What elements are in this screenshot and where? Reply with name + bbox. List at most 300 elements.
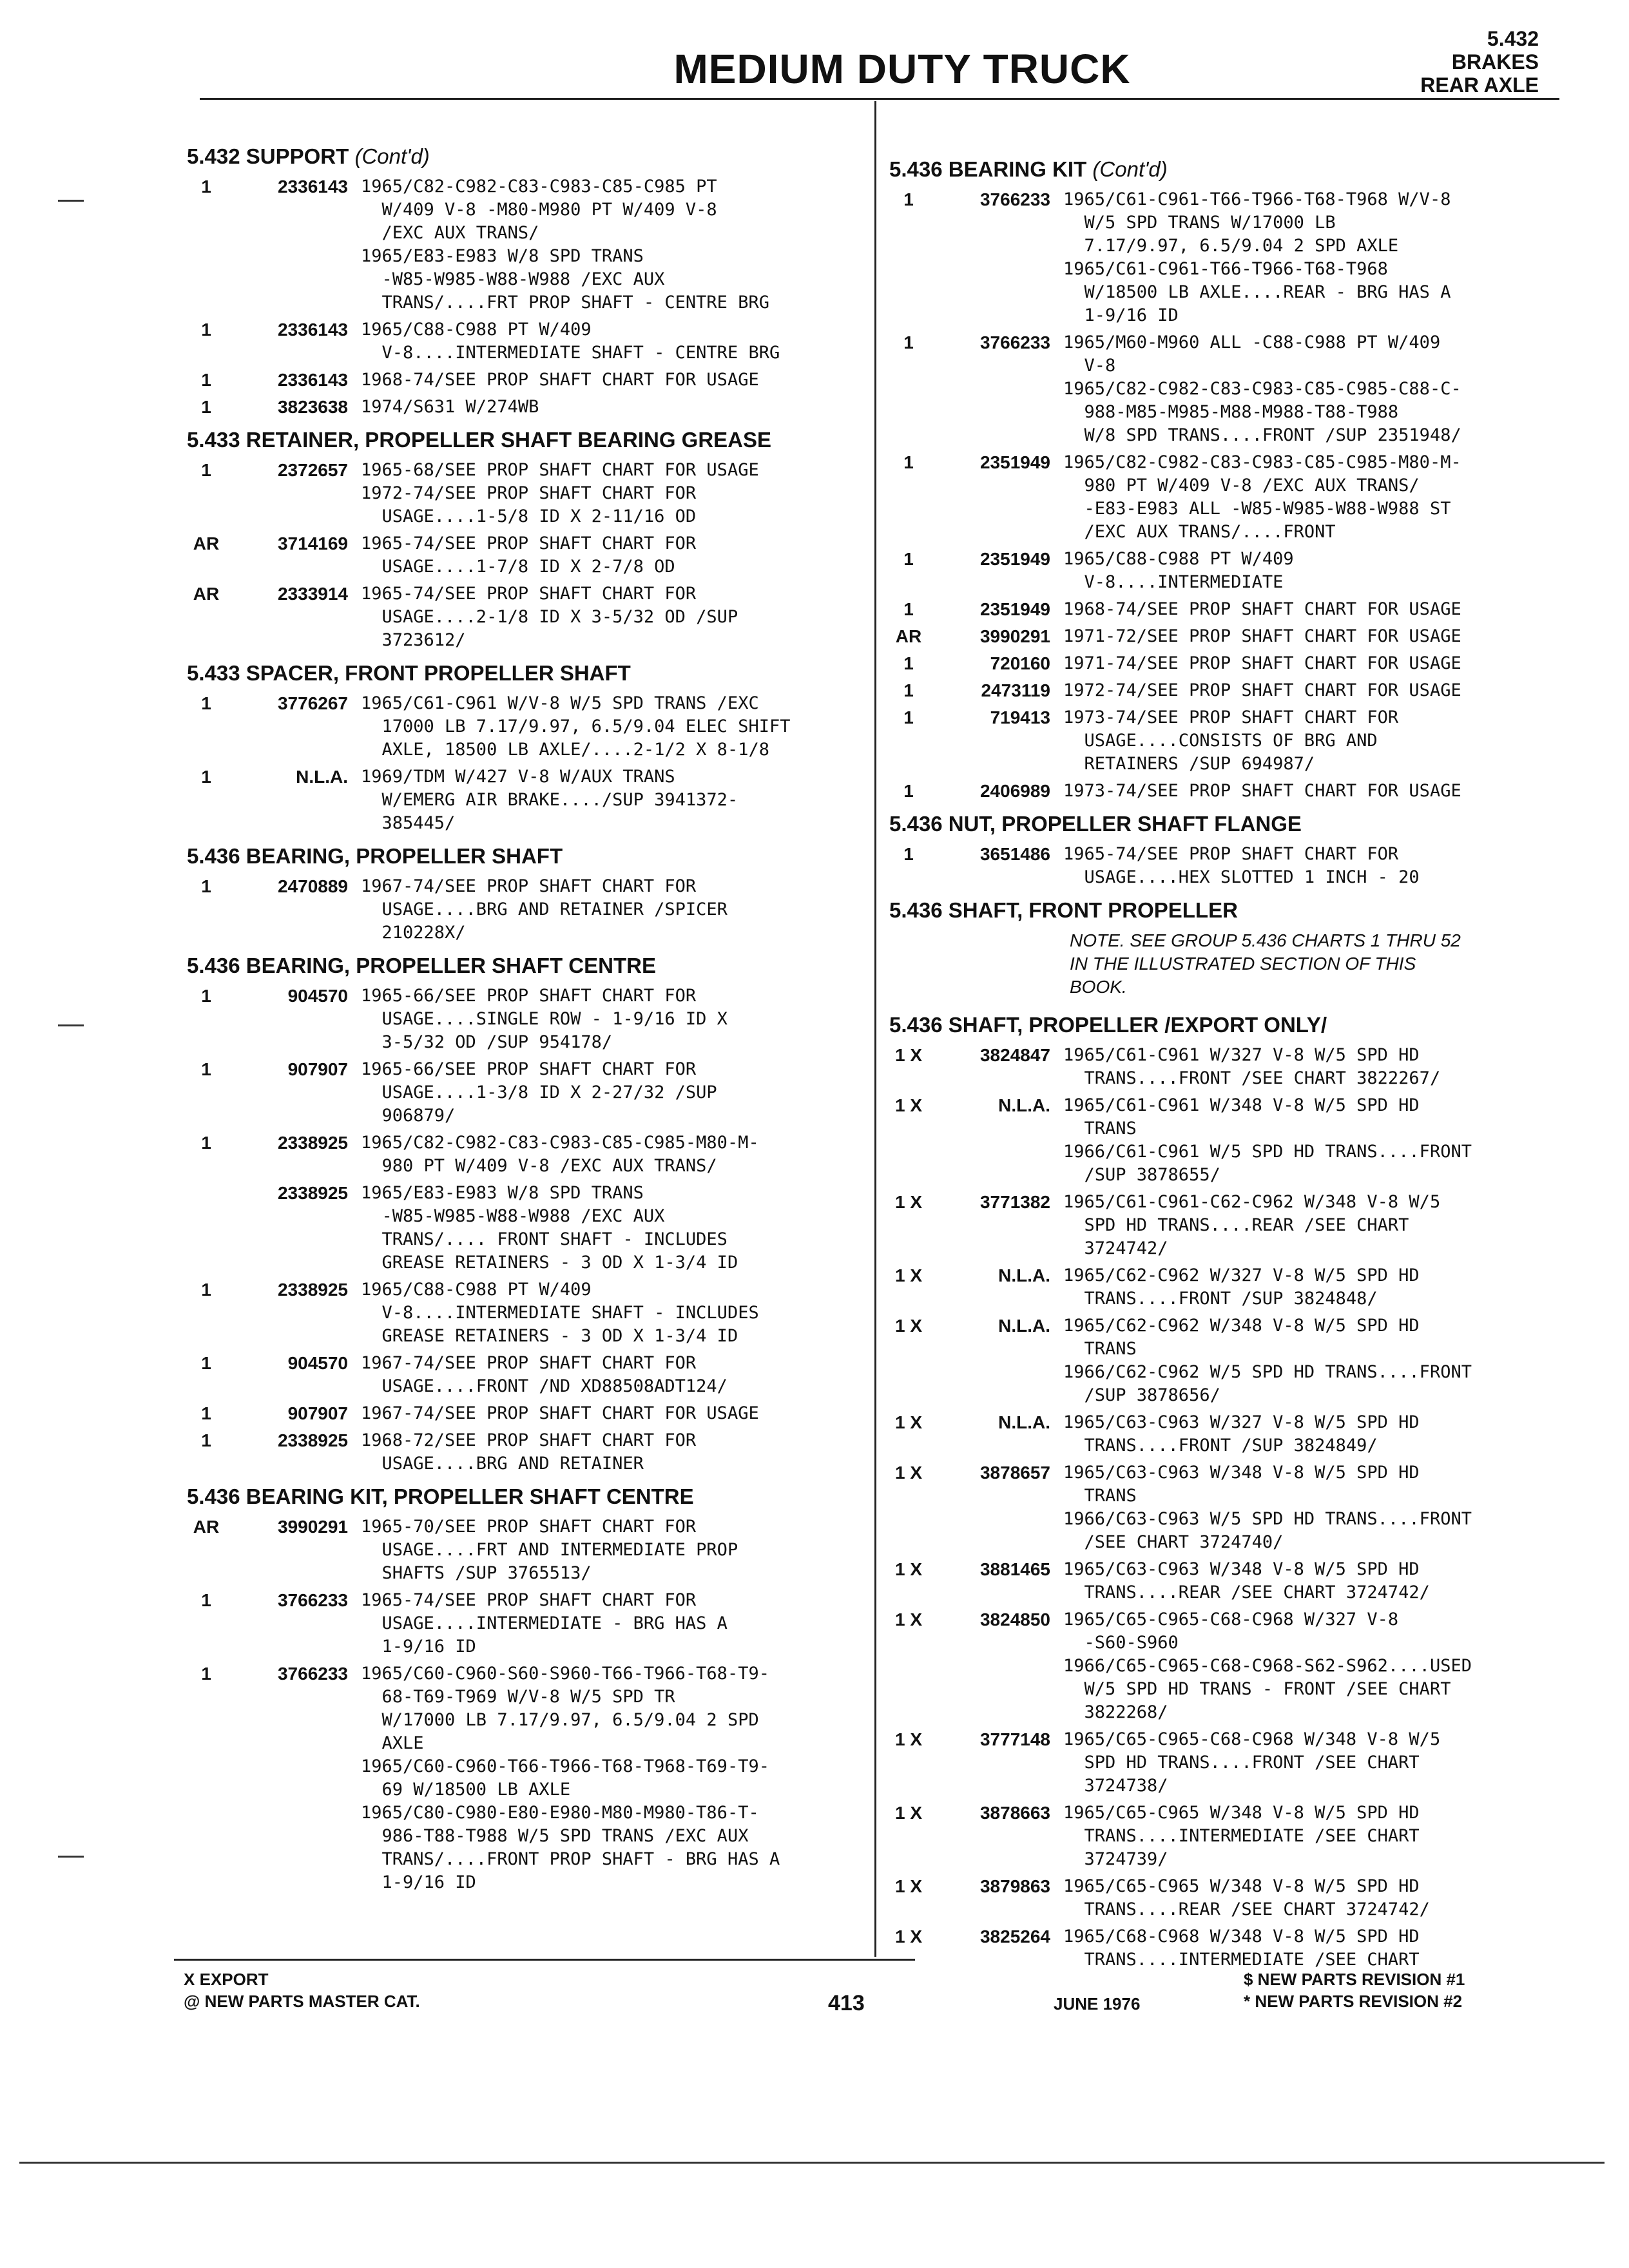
entry-quantity: 1 X bbox=[894, 1095, 923, 1115]
entry-part-number: 904570 bbox=[287, 986, 348, 1006]
entry-description bbox=[361, 1182, 863, 1274]
description-line: 1968-72/SEE PROP SHAFT CHART FOR bbox=[361, 1430, 697, 1450]
entry-description bbox=[1063, 331, 1566, 447]
entry-part-number: 3651486 bbox=[979, 844, 1050, 864]
entry-part-number: 719413 bbox=[990, 707, 1050, 727]
note-line: NOTE. SEE GROUP 5.436 CHARTS 1 THRU 52 bbox=[1070, 930, 1461, 950]
section-title: 5.436 BEARING, PROPELLER SHAFT CENTRE bbox=[187, 954, 656, 977]
description-line: 3-5/32 OD /SUP 954178/ bbox=[361, 1032, 613, 1052]
entry-description bbox=[361, 582, 863, 652]
section-heading bbox=[889, 898, 1566, 923]
entry-description bbox=[361, 875, 863, 945]
description-line: USAGE....1-7/8 ID X 2-7/8 OD bbox=[361, 557, 675, 577]
description-line: 1967-74/SEE PROP SHAFT CHART FOR bbox=[361, 876, 697, 896]
entry-description bbox=[1063, 548, 1566, 594]
part-entry bbox=[889, 1094, 1566, 1187]
description-line: TRANS bbox=[1063, 1339, 1137, 1359]
header-rule bbox=[200, 98, 1559, 100]
description-line: 988-M85-M985-M88-M988-T88-T988 bbox=[1063, 402, 1399, 422]
description-line: 3822268/ bbox=[1063, 1702, 1168, 1722]
section-category: BRAKES bbox=[1451, 50, 1539, 73]
description-line: W/18500 LB AXLE....REAR - BRG HAS A bbox=[1063, 282, 1451, 302]
section-number: 5.432 bbox=[1487, 27, 1539, 50]
part-entry bbox=[187, 532, 863, 579]
description-line: -W85-W985-W88-W988 /EXC AUX bbox=[361, 1206, 665, 1226]
entry-description bbox=[361, 369, 863, 392]
description-line: 1966/C63-C963 W/5 SPD HD TRANS....FRONT bbox=[1063, 1509, 1472, 1529]
entry-part-number: 2351949 bbox=[979, 549, 1050, 569]
right-column bbox=[889, 148, 1566, 1975]
entry-description bbox=[361, 459, 863, 528]
entry-quantity: 1 bbox=[201, 397, 211, 417]
entry-quantity: 1 X bbox=[894, 1265, 923, 1285]
description-line: SPD HD TRANS....FRONT /SEE CHART bbox=[1063, 1753, 1420, 1773]
description-line: AXLE, 18500 LB AXLE/....2-1/2 X 8-1/8 bbox=[361, 740, 769, 760]
entry-description bbox=[1063, 625, 1566, 648]
entry-part-number: 3990291 bbox=[979, 626, 1050, 646]
part-entry bbox=[187, 1352, 863, 1398]
publication-date: JUNE 1976 bbox=[1054, 1994, 1141, 2013]
description-line: 906879/ bbox=[361, 1106, 456, 1126]
section-heading bbox=[187, 844, 863, 869]
description-line: 1965/C61-C961 W/348 V-8 W/5 SPD HD bbox=[1063, 1095, 1420, 1115]
entry-description bbox=[361, 532, 863, 579]
description-line: W/409 V-8 -M80-M980 PT W/409 V-8 bbox=[361, 200, 717, 220]
description-line: TRANS....FRONT /SEE CHART 3822267/ bbox=[1063, 1068, 1441, 1088]
entry-part-number: N.L.A. bbox=[998, 1316, 1050, 1336]
part-entry bbox=[187, 765, 863, 835]
entry-part-number: 2336143 bbox=[277, 177, 348, 197]
entry-part-number: N.L.A. bbox=[998, 1095, 1050, 1115]
entry-part-number: 3881465 bbox=[979, 1559, 1050, 1579]
part-entry bbox=[889, 188, 1566, 327]
entry-description bbox=[1063, 679, 1566, 702]
section-heading bbox=[187, 144, 863, 169]
entry-quantity: 1 bbox=[903, 653, 914, 673]
section-title: 5.433 RETAINER, PROPELLER SHAFT BEARING GREASE bbox=[187, 428, 772, 452]
description-line: USAGE....FRT AND INTERMEDIATE PROP bbox=[361, 1540, 738, 1560]
entry-quantity: AR bbox=[193, 584, 220, 604]
entry-part-number: 2338925 bbox=[277, 1430, 348, 1450]
entry-quantity: 1 X bbox=[894, 1803, 923, 1823]
description-line: 3723612/ bbox=[361, 630, 466, 650]
entry-part-number: 2470889 bbox=[277, 876, 348, 896]
entry-description bbox=[361, 1352, 863, 1398]
part-entry bbox=[187, 369, 863, 392]
description-line: 1966/C61-C961 W/5 SPD HD TRANS....FRONT bbox=[1063, 1142, 1472, 1162]
description-line: TRANS/....FRONT PROP SHAFT - BRG HAS A bbox=[361, 1849, 780, 1869]
entry-description bbox=[361, 175, 863, 314]
description-line: TRANS....INTERMEDIATE /SEE CHART bbox=[1063, 1950, 1420, 1970]
entry-part-number: 3825264 bbox=[979, 1927, 1050, 1946]
description-line: 1967-74/SEE PROP SHAFT CHART FOR bbox=[361, 1353, 697, 1373]
entry-quantity: 1 bbox=[201, 693, 211, 713]
part-entry bbox=[187, 1058, 863, 1128]
entry-quantity: 1 bbox=[201, 1403, 211, 1423]
description-line: -W85-W985-W88-W988 /EXC AUX bbox=[361, 269, 665, 289]
entry-quantity: 1 X bbox=[894, 1316, 923, 1336]
description-line: 1965/C60-C960-S60-S960-T66-T966-T68-T9- bbox=[361, 1664, 769, 1684]
margin-mark bbox=[58, 1856, 84, 1858]
description-line: TRANS/....FRT PROP SHAFT - CENTRE BRG bbox=[361, 293, 769, 312]
description-line: TRANS/.... FRONT SHAFT - INCLUDES bbox=[361, 1229, 728, 1249]
section-heading bbox=[889, 157, 1566, 182]
description-line: RETAINERS /SUP 694987/ bbox=[1063, 754, 1315, 774]
section-title: 5.432 SUPPORT bbox=[187, 144, 349, 168]
description-line: SHAFTS /SUP 3765513/ bbox=[361, 1563, 592, 1583]
entry-part-number: N.L.A. bbox=[296, 767, 348, 787]
entry-quantity: 1 X bbox=[894, 1045, 923, 1065]
part-entry bbox=[889, 780, 1566, 803]
entry-quantity: 1 bbox=[201, 1280, 211, 1300]
description-line: 1965/C82-C982-C83-C983-C85-C985 PT bbox=[361, 177, 717, 197]
entry-quantity: AR bbox=[193, 1517, 220, 1537]
page-number: 413 bbox=[828, 1991, 865, 2015]
section-subcategory: REAR AXLE bbox=[1420, 73, 1539, 97]
description-line: 1965/C61-C961-T66-T966-T68-T968 W/V-8 bbox=[1063, 189, 1451, 209]
note-line: BOOK. bbox=[1070, 977, 1127, 997]
revision-1: $ NEW PARTS REVISION #1 bbox=[1244, 1970, 1465, 1989]
part-entry bbox=[187, 582, 863, 652]
entry-part-number: 3766233 bbox=[979, 332, 1050, 352]
description-line: 1965/C80-C980-E80-E980-M80-M980-T86-T- bbox=[361, 1803, 759, 1823]
description-line: /SUP 3878656/ bbox=[1063, 1385, 1220, 1405]
revision-2: * NEW PARTS REVISION #2 bbox=[1244, 1992, 1463, 2011]
description-line: /SUP 3878655/ bbox=[1063, 1165, 1220, 1185]
part-entry bbox=[889, 652, 1566, 675]
description-line: 980 PT W/409 V-8 /EXC AUX TRANS/ bbox=[1063, 476, 1420, 495]
entry-quantity: 1 bbox=[903, 332, 914, 352]
entry-description bbox=[1063, 1094, 1566, 1187]
part-entry bbox=[889, 1558, 1566, 1604]
section-heading bbox=[889, 812, 1566, 836]
entry-part-number: 3879863 bbox=[979, 1876, 1050, 1896]
entry-part-number: 2336143 bbox=[277, 370, 348, 390]
entry-description bbox=[1063, 1608, 1566, 1724]
entry-part-number: 3990291 bbox=[277, 1517, 348, 1537]
description-line: USAGE....CONSISTS OF BRG AND bbox=[1063, 731, 1378, 751]
section-title: 5.436 NUT, PROPELLER SHAFT FLANGE bbox=[889, 812, 1302, 836]
description-line: 1965/C88-C988 PT W/409 bbox=[361, 320, 592, 340]
description-line: /EXC AUX TRANS/ bbox=[361, 223, 539, 243]
part-entry bbox=[889, 1044, 1566, 1090]
part-entry bbox=[889, 451, 1566, 544]
entry-quantity: 1 X bbox=[894, 1463, 923, 1483]
description-line: USAGE....FRONT /ND XD88508ADT124/ bbox=[361, 1376, 728, 1396]
description-line: V-8....INTERMEDIATE SHAFT - CENTRE BRG bbox=[361, 343, 780, 363]
entry-quantity: 1 bbox=[903, 549, 914, 569]
part-entry bbox=[187, 175, 863, 314]
entry-description bbox=[361, 1589, 863, 1658]
entry-quantity: 1 X bbox=[894, 1927, 923, 1946]
part-entry bbox=[889, 1191, 1566, 1260]
description-line: 3724738/ bbox=[1063, 1776, 1168, 1796]
description-line: V-8....INTERMEDIATE bbox=[1063, 572, 1284, 592]
entry-quantity: 1 bbox=[201, 986, 211, 1006]
column-divider bbox=[874, 101, 876, 1957]
continued-label: (Cont'd) bbox=[1092, 157, 1168, 181]
description-line: TRANS....FRONT /SUP 3824848/ bbox=[1063, 1289, 1378, 1309]
description-line: TRANS....FRONT /SUP 3824849/ bbox=[1063, 1436, 1378, 1456]
entry-quantity: 1 bbox=[903, 680, 914, 700]
description-line: 1973-74/SEE PROP SHAFT CHART FOR USAGE bbox=[1063, 781, 1461, 801]
description-line: 1965-70/SEE PROP SHAFT CHART FOR bbox=[361, 1517, 697, 1537]
description-line: 1965/C88-C988 PT W/409 bbox=[1063, 549, 1294, 569]
description-line: USAGE....1-3/8 ID X 2-27/32 /SUP bbox=[361, 1082, 717, 1102]
entry-quantity: 1 bbox=[201, 460, 211, 480]
entry-quantity: 1 X bbox=[894, 1729, 923, 1749]
entry-part-number: 720160 bbox=[990, 653, 1050, 673]
part-entry bbox=[187, 1402, 863, 1425]
entry-part-number: 907907 bbox=[287, 1403, 348, 1423]
description-line: 1965/C63-C963 W/348 V-8 W/5 SPD HD bbox=[1063, 1463, 1420, 1483]
description-line: USAGE....2-1/8 ID X 3-5/32 OD /SUP bbox=[361, 607, 738, 627]
page-bottom-rule bbox=[19, 2162, 1605, 2164]
entry-quantity: 1 bbox=[201, 177, 211, 197]
entry-quantity: 1 bbox=[903, 781, 914, 801]
entry-description bbox=[361, 1662, 863, 1894]
description-line: 1965/C62-C962 W/327 V-8 W/5 SPD HD bbox=[1063, 1265, 1420, 1285]
entry-part-number: 3878663 bbox=[979, 1803, 1050, 1823]
part-entry bbox=[889, 1608, 1566, 1724]
part-entry bbox=[187, 459, 863, 528]
entry-description bbox=[361, 1429, 863, 1475]
entry-quantity: 1 bbox=[201, 876, 211, 896]
section-heading bbox=[187, 661, 863, 686]
entry-description bbox=[1063, 1314, 1566, 1407]
entry-quantity: 1 bbox=[903, 599, 914, 619]
description-line: 1973-74/SEE PROP SHAFT CHART FOR bbox=[1063, 707, 1399, 727]
description-line: 1965/C65-C965 W/348 V-8 W/5 SPD HD bbox=[1063, 1876, 1420, 1896]
note-line: IN THE ILLUSTRATED SECTION OF THIS bbox=[1070, 954, 1416, 974]
part-entry bbox=[889, 1264, 1566, 1311]
description-line: 1965/C62-C962 W/348 V-8 W/5 SPD HD bbox=[1063, 1316, 1420, 1336]
description-line: 1966/C62-C962 W/5 SPD HD TRANS....FRONT bbox=[1063, 1362, 1472, 1382]
section-title: 5.436 SHAFT, PROPELLER /EXPORT ONLY/ bbox=[889, 1013, 1327, 1037]
entry-description bbox=[1063, 1264, 1566, 1311]
description-line: 17000 LB 7.17/9.97, 6.5/9.04 ELEC SHIFT bbox=[361, 716, 791, 736]
description-line: TRANS bbox=[1063, 1486, 1137, 1506]
part-entry bbox=[889, 706, 1566, 776]
entry-part-number: 3776267 bbox=[277, 693, 348, 713]
entry-description bbox=[361, 1515, 863, 1585]
part-entry bbox=[889, 1411, 1566, 1457]
description-line: 1968-74/SEE PROP SHAFT CHART FOR USAGE bbox=[1063, 599, 1461, 619]
description-line: W/5 SPD TRANS W/17000 LB bbox=[1063, 213, 1336, 233]
description-line: 1965-74/SEE PROP SHAFT CHART FOR bbox=[361, 533, 697, 553]
entry-part-number: N.L.A. bbox=[998, 1265, 1050, 1285]
description-line: TRANS....REAR /SEE CHART 3724742/ bbox=[1063, 1582, 1430, 1602]
description-line: 1965/C63-C963 W/348 V-8 W/5 SPD HD bbox=[1063, 1559, 1420, 1579]
entry-description bbox=[1063, 780, 1566, 803]
description-line: 1972-74/SEE PROP SHAFT CHART FOR bbox=[361, 483, 697, 503]
part-entry bbox=[889, 598, 1566, 621]
description-line: 1965/C82-C982-C83-C983-C85-C985-M80-M- bbox=[361, 1133, 759, 1153]
description-line: 1965/C82-C982-C83-C983-C85-C985-C88-C- bbox=[1063, 379, 1461, 399]
part-entry bbox=[187, 1131, 863, 1178]
entry-part-number: 3777148 bbox=[979, 1729, 1050, 1749]
entry-part-number: 2333914 bbox=[277, 584, 348, 604]
description-line: /EXC AUX TRANS/....FRONT bbox=[1063, 522, 1336, 542]
entry-part-number: 3823638 bbox=[277, 397, 348, 417]
description-line: -S60-S960 bbox=[1063, 1633, 1179, 1653]
description-line: 1965/C61-C961-C62-C962 W/348 V-8 W/5 bbox=[1063, 1192, 1441, 1212]
entry-description bbox=[361, 985, 863, 1054]
description-line: 1965/C63-C963 W/327 V-8 W/5 SPD HD bbox=[1063, 1412, 1420, 1432]
description-line: 1965/C65-C965-C68-C968 W/327 V-8 bbox=[1063, 1610, 1399, 1629]
entry-description bbox=[361, 1278, 863, 1348]
entry-description bbox=[1063, 1925, 1566, 1972]
part-entry bbox=[187, 396, 863, 419]
entry-part-number: 2338925 bbox=[277, 1280, 348, 1300]
entry-description bbox=[1063, 1411, 1566, 1457]
entry-quantity: 1 X bbox=[894, 1610, 923, 1629]
entry-quantity: 1 bbox=[903, 844, 914, 864]
entry-part-number: 3766233 bbox=[979, 189, 1050, 209]
description-line: 1-9/16 ID bbox=[361, 1872, 476, 1892]
description-line: W/17000 LB 7.17/9.97, 6.5/9.04 2 SPD bbox=[361, 1710, 759, 1730]
entry-description bbox=[361, 765, 863, 835]
description-line: 1-9/16 ID bbox=[361, 1637, 476, 1657]
page-title: MEDIUM DUTY TRUCK bbox=[673, 46, 1131, 92]
section-title: 5.436 SHAFT, FRONT PROPELLER bbox=[889, 898, 1238, 922]
entry-part-number: 2336143 bbox=[277, 320, 348, 340]
entry-part-number: 2473119 bbox=[981, 680, 1050, 700]
entry-quantity: 1 bbox=[201, 320, 211, 340]
description-line: 1965/M60-M960 ALL -C88-C988 PT W/409 bbox=[1063, 332, 1441, 352]
entry-description bbox=[1063, 188, 1566, 327]
description-line: 1965-74/SEE PROP SHAFT CHART FOR bbox=[361, 584, 697, 604]
description-line: /SEE CHART 3724740/ bbox=[1063, 1532, 1284, 1552]
entry-quantity: 1 bbox=[903, 189, 914, 209]
description-line: 385445/ bbox=[361, 813, 456, 833]
part-entry bbox=[187, 1662, 863, 1894]
entry-quantity: 1 X bbox=[894, 1412, 923, 1432]
legend-master: @ NEW PARTS MASTER CAT. bbox=[184, 1992, 420, 2011]
section-title: 5.436 BEARING KIT, PROPELLER SHAFT CENTRE bbox=[187, 1485, 694, 1508]
description-line: 1965-74/SEE PROP SHAFT CHART FOR bbox=[1063, 844, 1399, 864]
section-heading bbox=[187, 1485, 863, 1509]
part-entry bbox=[187, 875, 863, 945]
description-line: 980 PT W/409 V-8 /EXC AUX TRANS/ bbox=[361, 1156, 717, 1176]
description-line: 1971-72/SEE PROP SHAFT CHART FOR USAGE bbox=[1063, 626, 1461, 646]
entry-quantity: 1 bbox=[201, 1059, 211, 1079]
description-line: 1974/S631 W/274WB bbox=[361, 397, 539, 417]
revision-legend bbox=[1244, 1968, 1465, 2012]
section-title: 5.436 BEARING KIT bbox=[889, 157, 1087, 181]
description-line: 1969/TDM W/427 V-8 W/AUX TRANS bbox=[361, 767, 675, 787]
description-line: 1965/E83-E983 W/8 SPD TRANS bbox=[361, 1183, 644, 1203]
entry-description bbox=[1063, 1558, 1566, 1604]
part-entry bbox=[889, 1314, 1566, 1407]
part-entry bbox=[187, 318, 863, 365]
part-entry bbox=[889, 1802, 1566, 1871]
entry-description bbox=[361, 396, 863, 419]
entry-quantity: 1 X bbox=[894, 1192, 923, 1212]
description-line: 1965/C65-C965-C68-C968 W/348 V-8 W/5 bbox=[1063, 1729, 1441, 1749]
section-title: 5.433 SPACER, FRONT PROPELLER SHAFT bbox=[187, 661, 631, 685]
description-line: 210228X/ bbox=[361, 923, 466, 943]
description-line: 1-9/16 ID bbox=[1063, 305, 1179, 325]
description-line: 1965-66/SEE PROP SHAFT CHART FOR bbox=[361, 986, 697, 1006]
section-heading bbox=[889, 1013, 1566, 1037]
entry-part-number: 3714169 bbox=[277, 533, 348, 553]
description-line: GREASE RETAINERS - 3 OD X 1-3/4 ID bbox=[361, 1253, 738, 1273]
part-entry bbox=[187, 1589, 863, 1658]
entry-part-number: 907907 bbox=[287, 1059, 348, 1079]
footer-legend bbox=[184, 1968, 420, 2012]
entry-description bbox=[1063, 1728, 1566, 1798]
description-line: 1965-68/SEE PROP SHAFT CHART FOR USAGE bbox=[361, 460, 759, 480]
part-entry bbox=[187, 985, 863, 1054]
entry-description bbox=[1063, 451, 1566, 544]
margin-mark bbox=[58, 200, 84, 202]
description-line: 1965-74/SEE PROP SHAFT CHART FOR bbox=[361, 1590, 697, 1610]
entry-description bbox=[1063, 1461, 1566, 1554]
entry-quantity: 1 bbox=[903, 707, 914, 727]
description-line: SPD HD TRANS....REAR /SEE CHART bbox=[1063, 1215, 1409, 1235]
description-line: W/5 SPD HD TRANS - FRONT /SEE CHART bbox=[1063, 1679, 1451, 1699]
entry-description bbox=[1063, 1802, 1566, 1871]
section-title: 5.436 BEARING, PROPELLER SHAFT bbox=[187, 844, 563, 868]
entry-description bbox=[1063, 1875, 1566, 1921]
entry-quantity: AR bbox=[193, 533, 220, 553]
entry-description bbox=[361, 1131, 863, 1178]
entry-description bbox=[361, 1402, 863, 1425]
continued-label: (Cont'd) bbox=[354, 144, 430, 168]
description-line: 69 W/18500 LB AXLE bbox=[361, 1780, 571, 1800]
entry-description bbox=[1063, 843, 1566, 889]
entry-part-number: 2372657 bbox=[277, 460, 348, 480]
entry-part-number: 3824850 bbox=[979, 1610, 1050, 1629]
description-line: 986-T88-T988 W/5 SPD TRANS /EXC AUX bbox=[361, 1826, 749, 1846]
description-line: 68-T69-T969 W/V-8 W/5 SPD TR bbox=[361, 1687, 675, 1707]
left-column bbox=[187, 135, 863, 1898]
description-line: 3724742/ bbox=[1063, 1238, 1168, 1258]
description-line: 7.17/9.97, 6.5/9.04 2 SPD AXLE bbox=[1063, 236, 1399, 256]
description-line: 1965/C68-C968 W/348 V-8 W/5 SPD HD bbox=[1063, 1927, 1420, 1946]
description-line: TRANS....REAR /SEE CHART 3724742/ bbox=[1063, 1899, 1430, 1919]
description-line: USAGE....BRG AND RETAINER /SPICER bbox=[361, 899, 728, 919]
description-line: 1965/E83-E983 W/8 SPD TRANS bbox=[361, 246, 644, 266]
description-line: W/EMERG AIR BRAKE..../SUP 3941372- bbox=[361, 790, 738, 810]
description-line: 1972-74/SEE PROP SHAFT CHART FOR USAGE bbox=[1063, 680, 1461, 700]
entry-quantity: AR bbox=[895, 626, 922, 646]
description-line: USAGE....SINGLE ROW - 1-9/16 ID X bbox=[361, 1009, 728, 1029]
description-line: USAGE....1-5/8 ID X 2-11/16 OD bbox=[361, 506, 697, 526]
section-note bbox=[1070, 929, 1566, 999]
entry-description bbox=[1063, 706, 1566, 776]
description-line: 1965/C60-C960-T66-T966-T68-T968-T69-T9- bbox=[361, 1756, 769, 1776]
entry-quantity: 1 bbox=[201, 370, 211, 390]
entry-quantity: 1 bbox=[201, 1590, 211, 1610]
entry-quantity: 1 bbox=[201, 1430, 211, 1450]
entry-part-number: N.L.A. bbox=[998, 1412, 1050, 1432]
description-line: USAGE....INTERMEDIATE - BRG HAS A bbox=[361, 1613, 728, 1633]
part-entry bbox=[889, 1925, 1566, 1972]
entry-part-number: 2338925 bbox=[277, 1133, 348, 1153]
description-line: TRANS bbox=[1063, 1119, 1137, 1139]
section-heading bbox=[187, 954, 863, 978]
entry-description bbox=[1063, 1191, 1566, 1260]
description-line: 1967-74/SEE PROP SHAFT CHART FOR USAGE bbox=[361, 1403, 759, 1423]
part-entry bbox=[889, 1728, 1566, 1798]
entry-description bbox=[361, 318, 863, 365]
part-entry bbox=[889, 331, 1566, 447]
entry-quantity: 1 bbox=[201, 1133, 211, 1153]
description-line: USAGE....HEX SLOTTED 1 INCH - 20 bbox=[1063, 867, 1420, 887]
entry-part-number: 3878657 bbox=[979, 1463, 1050, 1483]
